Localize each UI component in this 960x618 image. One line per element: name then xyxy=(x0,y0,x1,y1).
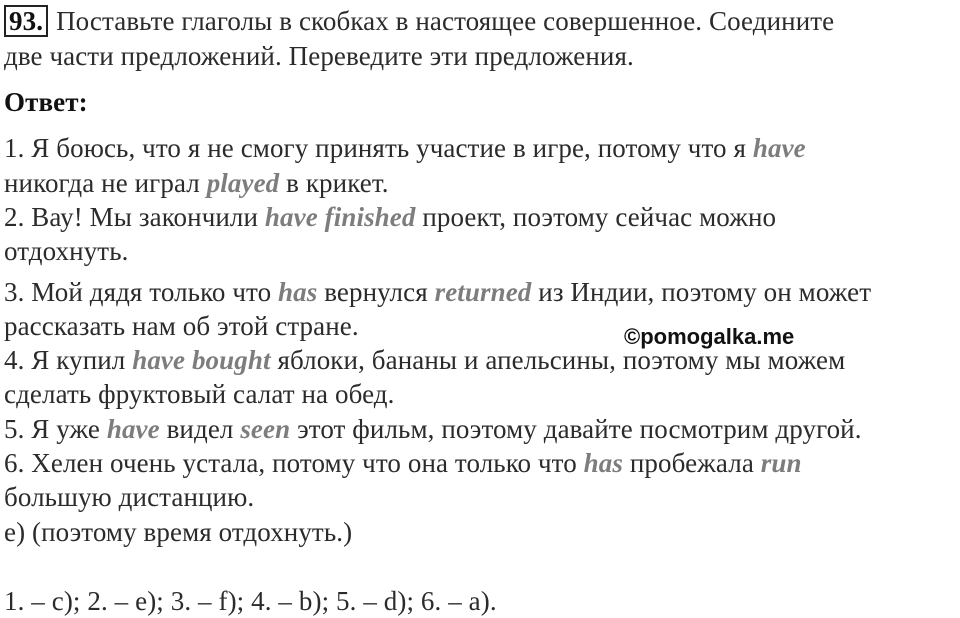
sentence-text: отдохнуть. xyxy=(4,236,129,266)
task-number-badge: 93. xyxy=(4,5,48,37)
task-text-2: две части предложений. Переведите эти предложения. xyxy=(4,41,634,71)
watermark: ©pomogalka.me xyxy=(624,324,795,349)
sentence-text: 4. Я купил xyxy=(4,345,133,375)
sentence-text: в крикет. xyxy=(279,168,389,198)
sentence-text: пробежала xyxy=(623,448,761,478)
sentence-2-line-2 xyxy=(4,234,128,268)
verb-answer: played xyxy=(206,168,280,198)
sentence-text: сделать фруктовый салат на обед. xyxy=(4,379,395,409)
verb-answer: have xyxy=(106,414,160,444)
sentence-4-line-1 xyxy=(4,343,845,377)
sentence-text: проект, поэтому сейчас можно xyxy=(415,202,777,232)
verb-answer: have bought xyxy=(132,345,271,375)
sentence-1-line-1 xyxy=(4,131,806,165)
sentence-3-line-1 xyxy=(4,275,871,309)
sentence-2-line-1 xyxy=(4,200,776,234)
sentence-text: 3. Мой дядя только что xyxy=(4,277,279,307)
sentence-text: 1. Я боюсь, что я не смогу принять участие в игре, потому что я xyxy=(4,133,753,163)
answer-heading: Ответ: xyxy=(4,87,88,117)
sentence-text: вернулся xyxy=(317,277,435,307)
sentence-text: 5. Я уже xyxy=(4,414,107,444)
sentence-text: из Индии, поэтому он может xyxy=(531,277,872,307)
verb-answer: seen xyxy=(240,414,291,444)
sentence-4-line-2 xyxy=(4,377,394,411)
verb-answer: have xyxy=(752,133,806,163)
verb-answer: has xyxy=(583,448,623,478)
sentence-text: 2. Вау! Мы закончили xyxy=(4,202,265,232)
verb-answer: has xyxy=(278,277,318,307)
task-text-1: Поставьте глаголы в скобках в настоящее совершенное. Соедините xyxy=(56,6,835,36)
verb-answer: have finished xyxy=(264,202,416,232)
extra-line: е) (поэтому время отдохнуть.) xyxy=(4,517,353,547)
sentence-1-line-2 xyxy=(4,166,389,200)
sentence-text: видел xyxy=(159,414,241,444)
sentence-text: большую дистанцию. xyxy=(4,482,255,512)
answer-key: 1. – c); 2. – e); 3. – f); 4. – b); 5. – d); 6. – a). xyxy=(4,586,497,616)
sentence-3-line-2 xyxy=(4,309,359,343)
verb-answer: returned xyxy=(434,277,532,307)
sentence-5-line-1 xyxy=(4,412,862,446)
sentence-text: никогда не играл xyxy=(4,168,207,198)
sentence-text: этот фильм, поэтому давайте посмотрим другой. xyxy=(290,414,862,444)
sentence-text: рассказать нам об этой стране. xyxy=(4,311,359,341)
sentence-6-line-2 xyxy=(4,480,254,514)
sentence-text: 6. Хелен очень устала, потому что она только что xyxy=(4,448,584,478)
sentence-6-line-1 xyxy=(4,446,802,480)
task-line-1 xyxy=(4,4,834,38)
task-line-2 xyxy=(4,39,634,73)
verb-answer: run xyxy=(760,448,802,478)
sentence-text: яблоки, бананы и апельсины, поэтому мы можем xyxy=(270,345,846,375)
